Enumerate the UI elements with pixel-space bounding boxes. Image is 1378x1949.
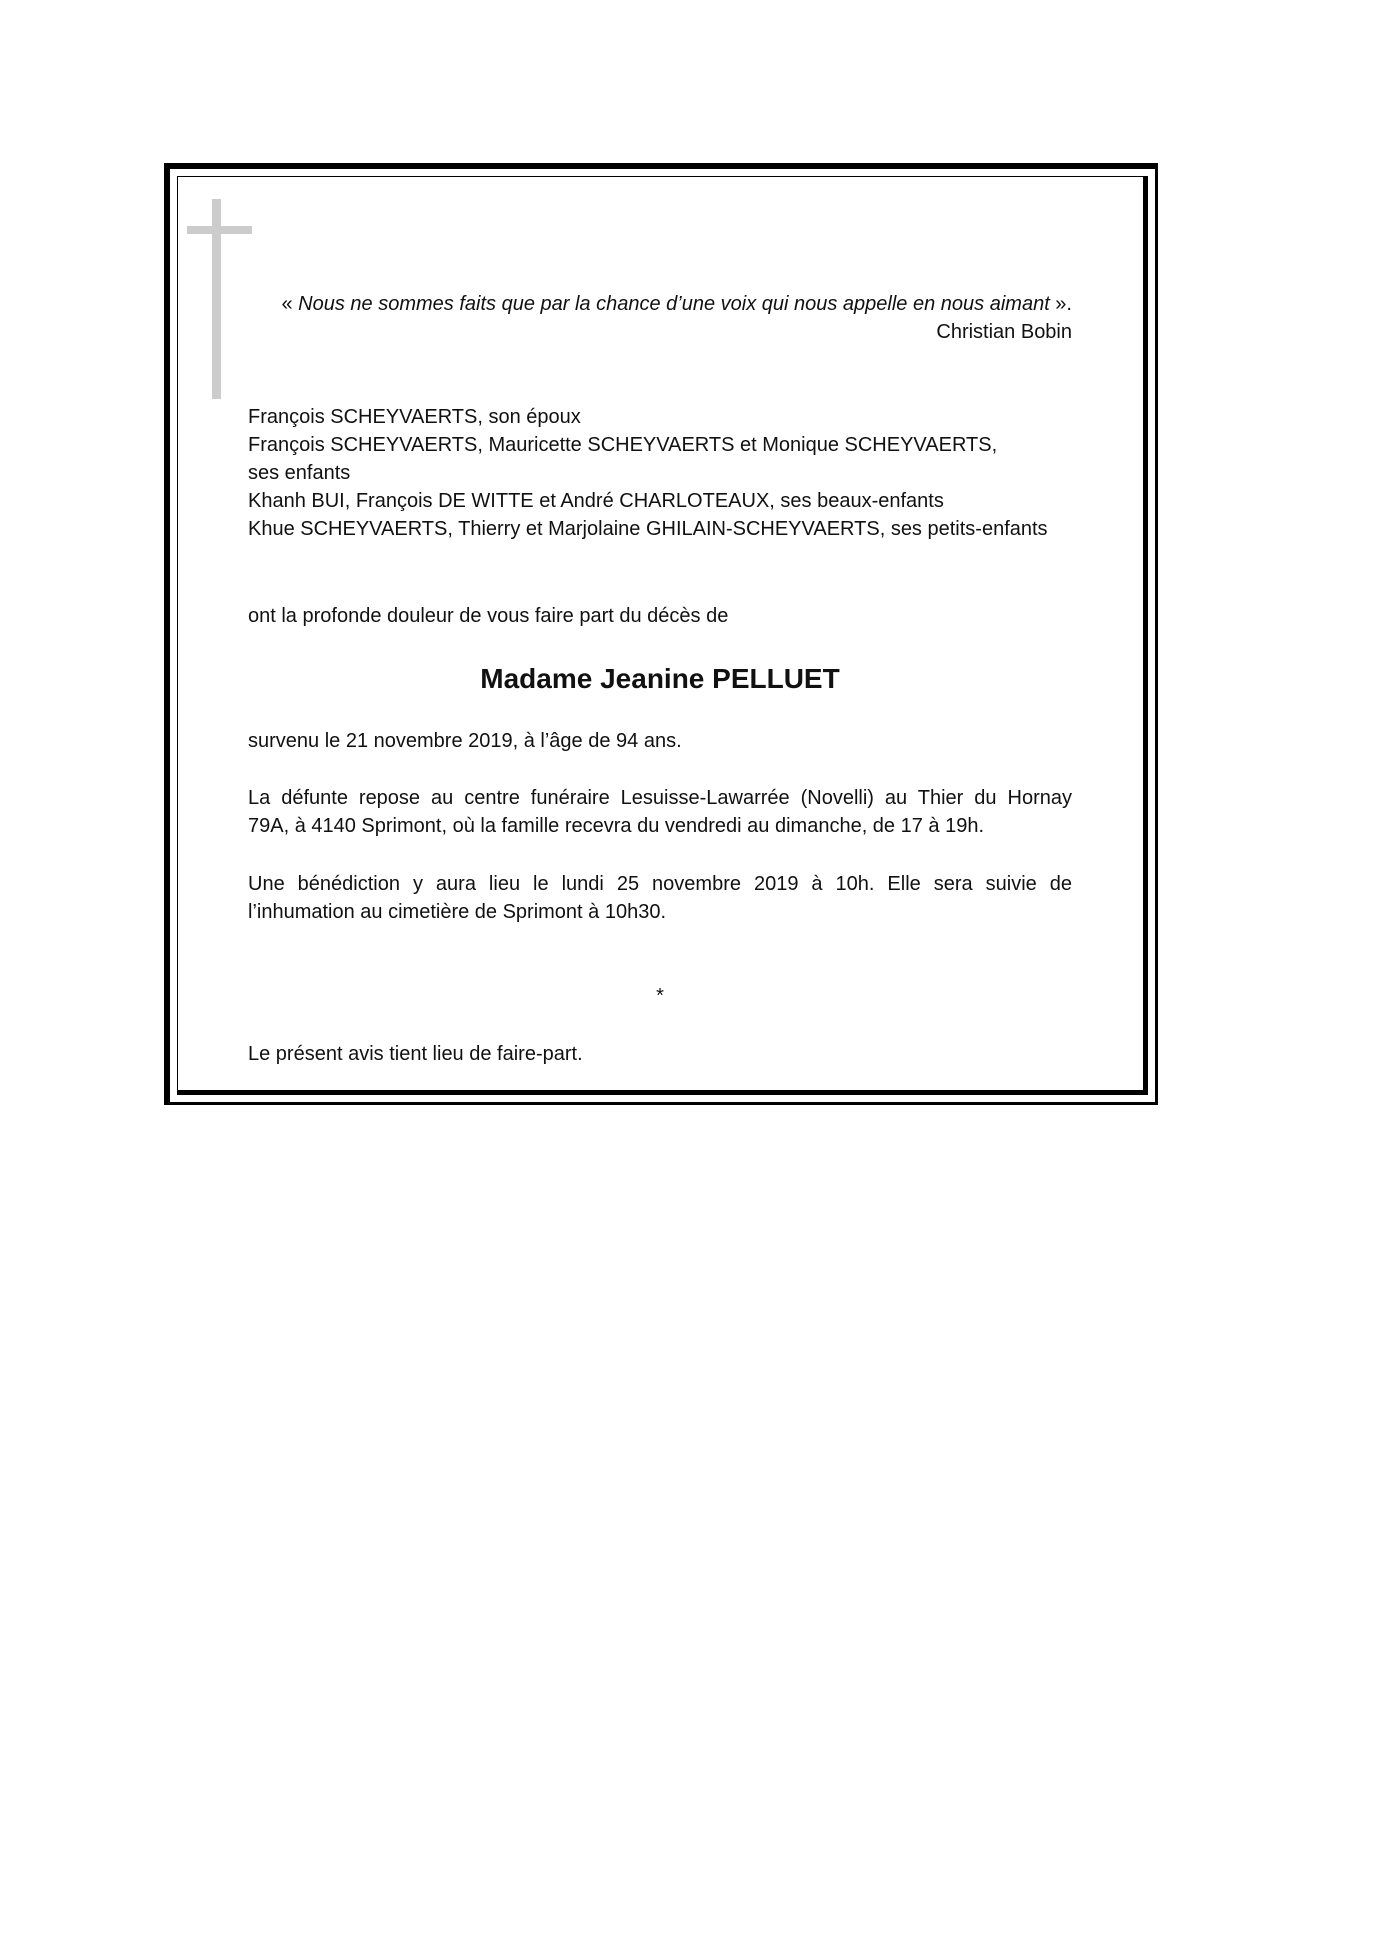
quote-open: « [281, 293, 299, 315]
quote-close: ». [1049, 293, 1072, 315]
faire-part-notice: Le présent avis tient lieu de faire-part. [248, 1043, 583, 1065]
family-line: François SCHEYVAERTS, Mauricette SCHEYVAERTS et Monique SCHEYVAERTS, [248, 434, 998, 456]
cross-horizontal-bar [187, 226, 252, 234]
repose-line-1: La défunte repose au centre funéraire Lesuisse-Lawarrée (Novelli) au Thier du Hornay [248, 787, 1072, 809]
family-line: Khanh BUI, François DE WITTE et André CHARLOTEAUX, ses beaux-enfants [248, 490, 944, 512]
repose-paragraph [248, 784, 1072, 840]
family-line: ses enfants [248, 462, 351, 484]
separator-asterisk: * [656, 985, 664, 1007]
family-list [248, 403, 1072, 543]
quote-text: Nous ne sommes faits que par la chance d’une voix qui nous appelle en nous aimant [298, 293, 1050, 315]
quote-author: Christian Bobin [936, 321, 1072, 343]
deceased-date: survenu le 21 novembre 2019, à l’âge de 94 ans. [248, 730, 682, 752]
ceremony-paragraph [248, 870, 1072, 926]
family-line: Khue SCHEYVAERTS, Thierry et Marjolaine GHILAIN-SCHEYVAERTS, ses petits-enfants [248, 518, 1048, 540]
announcement: ont la profonde douleur de vous faire part du décès de [248, 605, 729, 627]
repose-line-2: 79A, à 4140 Sprimont, où la famille recevra du vendredi au dimanche, de 17 à 19h. [248, 815, 985, 837]
ceremony-line-1: Une bénédiction y aura lieu le lundi 25 novembre 2019 à 10h. Elle sera suivie de [248, 873, 1072, 895]
family-line: François SCHEYVAERTS, son époux [248, 406, 581, 428]
quote-line [248, 290, 1072, 318]
ceremony-line-2: l’inhumation au cimetière de Sprimont à 10h30. [248, 901, 667, 923]
deceased-name: Madame Jeanine PELLUET [480, 663, 840, 694]
